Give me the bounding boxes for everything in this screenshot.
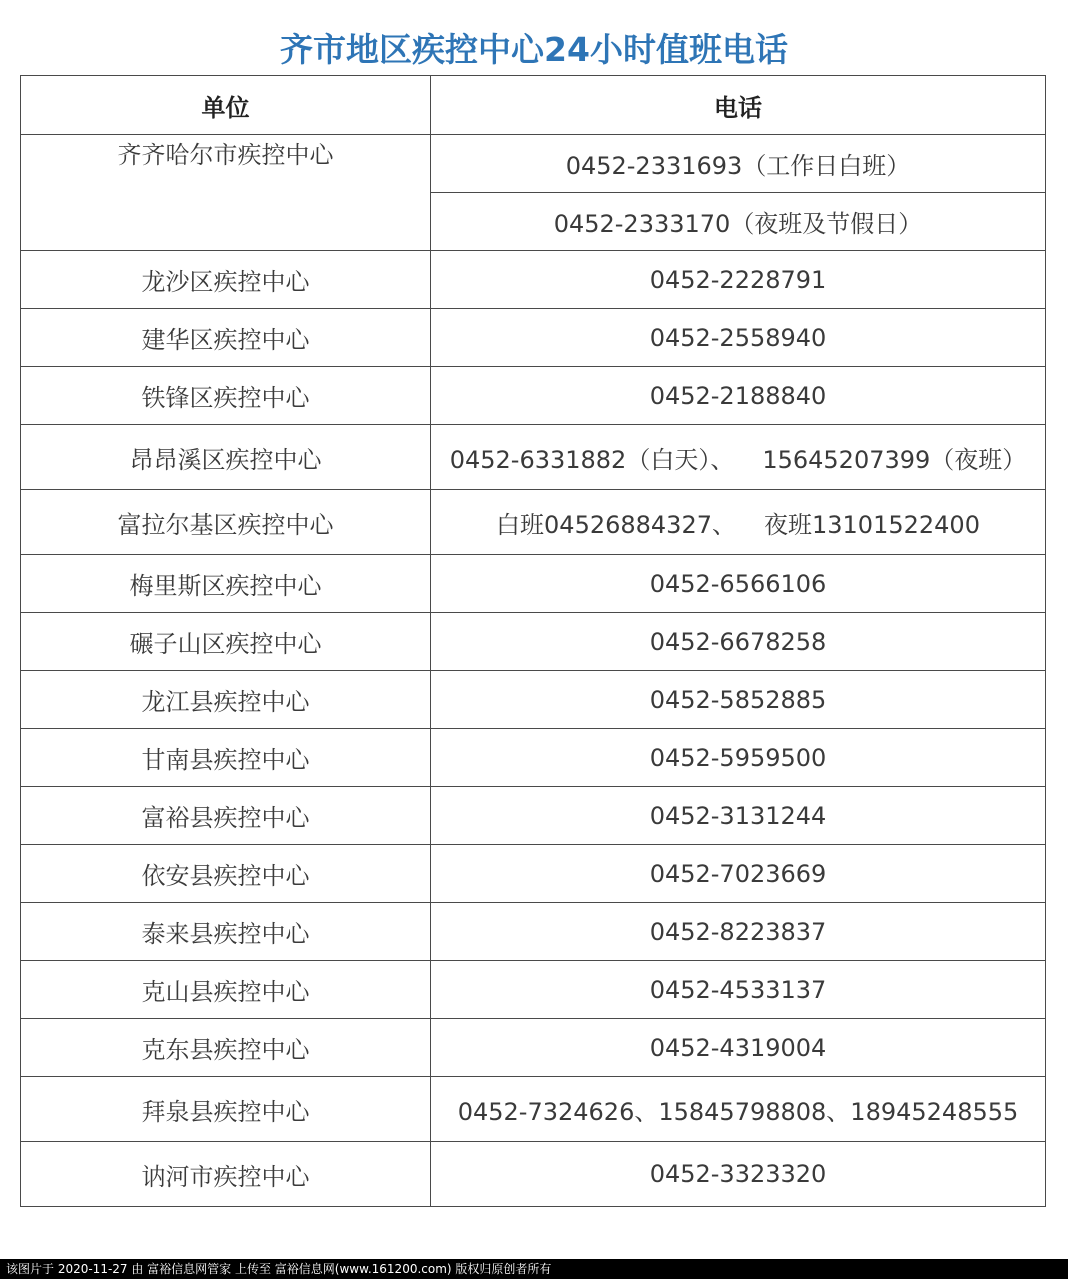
phone-cell: 0452-2331693（工作日白班） (431, 135, 1046, 193)
table-row (21, 555, 1046, 613)
table-row (21, 1077, 1046, 1142)
table-row (21, 1019, 1046, 1077)
header-phone: 电话 (431, 76, 1046, 135)
table-row (21, 367, 1046, 425)
unit-cell: 甘南县疾控中心 (21, 729, 431, 787)
phone-cell: 0452-5852885 (431, 671, 1046, 729)
table-row (21, 903, 1046, 961)
table-row (21, 845, 1046, 903)
table-header-row (21, 76, 1046, 135)
phone-cell: 0452-4319004 (431, 1019, 1046, 1077)
table-row (21, 251, 1046, 309)
phone-cell: 0452-4533137 (431, 961, 1046, 1019)
table-row (21, 1142, 1046, 1207)
table-row (21, 490, 1046, 555)
phone-cell (431, 490, 1046, 555)
phone-cell: 0452-6678258 (431, 613, 1046, 671)
unit-cell: 克东县疾控中心 (21, 1019, 431, 1077)
phone-cell: 0452-8223837 (431, 903, 1046, 961)
phone-night: 夜班13101522400 (764, 510, 980, 539)
page-title: 齐市地区疾控中心24小时值班电话 (280, 30, 788, 69)
table-row (21, 961, 1046, 1019)
phone-cell: 0452-6566106 (431, 555, 1046, 613)
phone-night: 15645207399（夜班） (762, 445, 1027, 474)
unit-cell: 梅里斯区疾控中心 (21, 555, 431, 613)
phone-cell: 0452-7324626、15845798808、18945248555 (431, 1077, 1046, 1142)
table-row (21, 309, 1046, 367)
unit-cell: 讷河市疾控中心 (21, 1142, 431, 1207)
unit-cell: 昂昂溪区疾控中心 (21, 425, 431, 490)
unit-cell: 富拉尔基区疾控中心 (21, 490, 431, 555)
unit-cell: 齐齐哈尔市疾控中心 (21, 135, 431, 251)
unit-cell: 依安县疾控中心 (21, 845, 431, 903)
phone-cell: 0452-5959500 (431, 729, 1046, 787)
phone-day: 0452-6331882（白天）、 (449, 445, 735, 474)
table-row (21, 729, 1046, 787)
phone-cell: 0452-2228791 (431, 251, 1046, 309)
unit-cell: 建华区疾控中心 (21, 309, 431, 367)
phone-table (20, 75, 1046, 1207)
phone-cell: 0452-3131244 (431, 787, 1046, 845)
unit-cell: 龙江县疾控中心 (21, 671, 431, 729)
unit-cell: 富裕县疾控中心 (21, 787, 431, 845)
table-row (21, 787, 1046, 845)
unit-cell: 拜泉县疾控中心 (21, 1077, 431, 1142)
phone-cell: 0452-3323320 (431, 1142, 1046, 1207)
table-row (21, 671, 1046, 729)
phone-cell: 0452-2188840 (431, 367, 1046, 425)
phone-cell: 0452-7023669 (431, 845, 1046, 903)
unit-cell: 泰来县疾控中心 (21, 903, 431, 961)
unit-cell: 碾子山区疾控中心 (21, 613, 431, 671)
unit-cell: 龙沙区疾控中心 (21, 251, 431, 309)
table-row (21, 135, 1046, 193)
phone-cell: 0452-2333170（夜班及节假日） (431, 193, 1046, 251)
unit-cell: 克山县疾控中心 (21, 961, 431, 1019)
phone-cell: 0452-2558940 (431, 309, 1046, 367)
phone-cell (431, 425, 1046, 490)
unit-cell: 铁锋区疾控中心 (21, 367, 431, 425)
watermark-footer: 该图片于 2020-11-27 由 富裕信息网管家 上传至 富裕信息网(www.161200.com) 版权归原创者所有 (0, 1259, 1068, 1279)
table-row (21, 613, 1046, 671)
header-unit: 单位 (21, 76, 431, 135)
phone-day: 白班04526884327、 (496, 510, 736, 539)
table-row (21, 425, 1046, 490)
